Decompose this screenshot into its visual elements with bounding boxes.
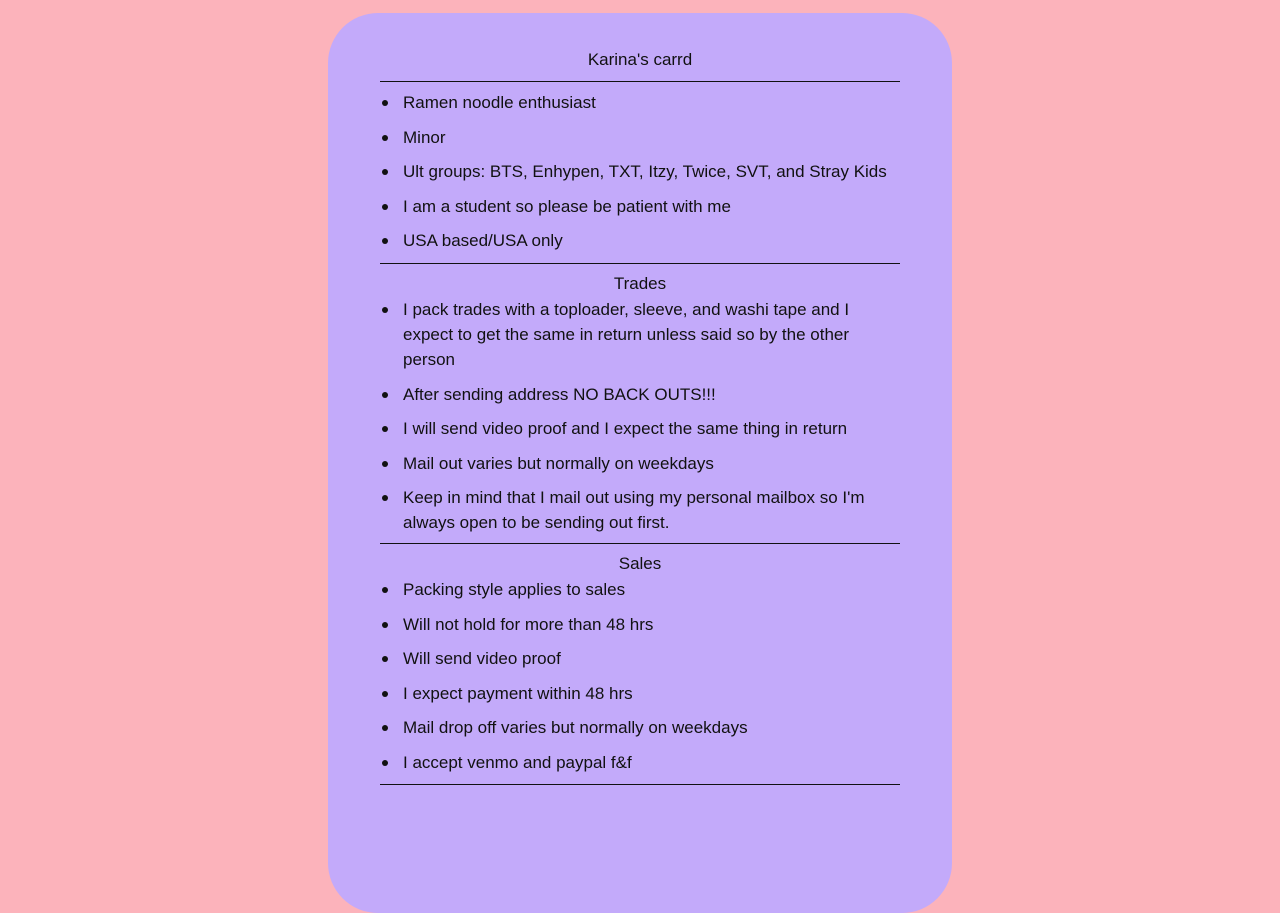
list-item-text: I am a student so please be patient with me	[403, 196, 731, 216]
section-heading-sales: Sales	[618, 554, 662, 573]
trades-list	[380, 297, 900, 545]
bullet-icon	[382, 691, 388, 697]
list-item-text: USA based/USA only	[403, 231, 563, 251]
bullet-icon	[382, 495, 388, 501]
list-item	[380, 125, 900, 150]
list-item	[380, 159, 900, 184]
bullet-icon	[382, 622, 388, 628]
bullet-icon	[382, 461, 388, 467]
bullet-icon	[382, 587, 388, 593]
list-item	[380, 750, 900, 775]
bullet-icon	[382, 392, 388, 398]
list-item-text: I accept venmo and paypal f&f	[403, 752, 632, 772]
list-item-text: Mail drop off varies but normally on weekdays	[403, 718, 748, 738]
divider	[380, 263, 900, 264]
list-item-text: Minor	[403, 127, 446, 147]
bullet-icon	[382, 426, 388, 432]
list-item-text: Ramen noodle enthusiast	[403, 93, 596, 112]
page-title: Karina's carrd	[587, 50, 693, 69]
list-item-text: After sending address NO BACK OUTS!!!	[403, 384, 716, 404]
bullet-icon	[382, 100, 388, 106]
about-list	[380, 90, 900, 263]
bullet-icon	[382, 656, 388, 662]
list-item	[380, 485, 900, 535]
list-item	[380, 228, 900, 253]
list-item-text: I pack trades with a toploader, sleeve, and washi tape and I expect to get the same in return unless said so by the other person	[403, 300, 850, 369]
list-item	[380, 715, 900, 740]
list-item	[380, 451, 900, 476]
list-item-text: I expect payment within 48 hrs	[403, 683, 633, 703]
bullet-icon	[382, 135, 388, 141]
list-item	[380, 382, 900, 407]
profile-card	[328, 13, 952, 913]
bullet-icon	[382, 725, 388, 731]
list-item-text: Keep in mind that I mail out using my personal mailbox so I'm always open to be sending out first.	[403, 488, 865, 533]
section-heading-trades: Trades	[613, 274, 667, 293]
list-item-text: Mail out varies but normally on weekdays	[403, 453, 714, 473]
bullet-icon	[382, 307, 388, 313]
list-item	[380, 194, 900, 219]
list-item-text: Ult groups: BTS, Enhypen, TXT, Itzy, Twice, SVT, and Stray Kids	[403, 162, 887, 182]
list-item	[380, 577, 900, 602]
bullet-icon	[382, 238, 388, 244]
list-item-text: Packing style applies to sales	[403, 580, 626, 599]
divider	[380, 784, 900, 785]
list-item	[380, 416, 900, 441]
sales-list	[380, 577, 900, 785]
bullet-icon	[382, 204, 388, 210]
list-item-text: I will send video proof and I expect the same thing in return	[403, 419, 848, 439]
list-item	[380, 297, 900, 372]
list-item	[380, 612, 900, 637]
bullet-icon	[382, 760, 388, 766]
divider	[380, 543, 900, 544]
list-item	[380, 681, 900, 706]
list-item	[380, 646, 900, 671]
list-item	[380, 90, 900, 115]
divider	[380, 81, 900, 82]
bullet-icon	[382, 169, 388, 175]
list-item-text: Will not hold for more than 48 hrs	[403, 614, 654, 634]
list-item-text: Will send video proof	[403, 649, 561, 669]
